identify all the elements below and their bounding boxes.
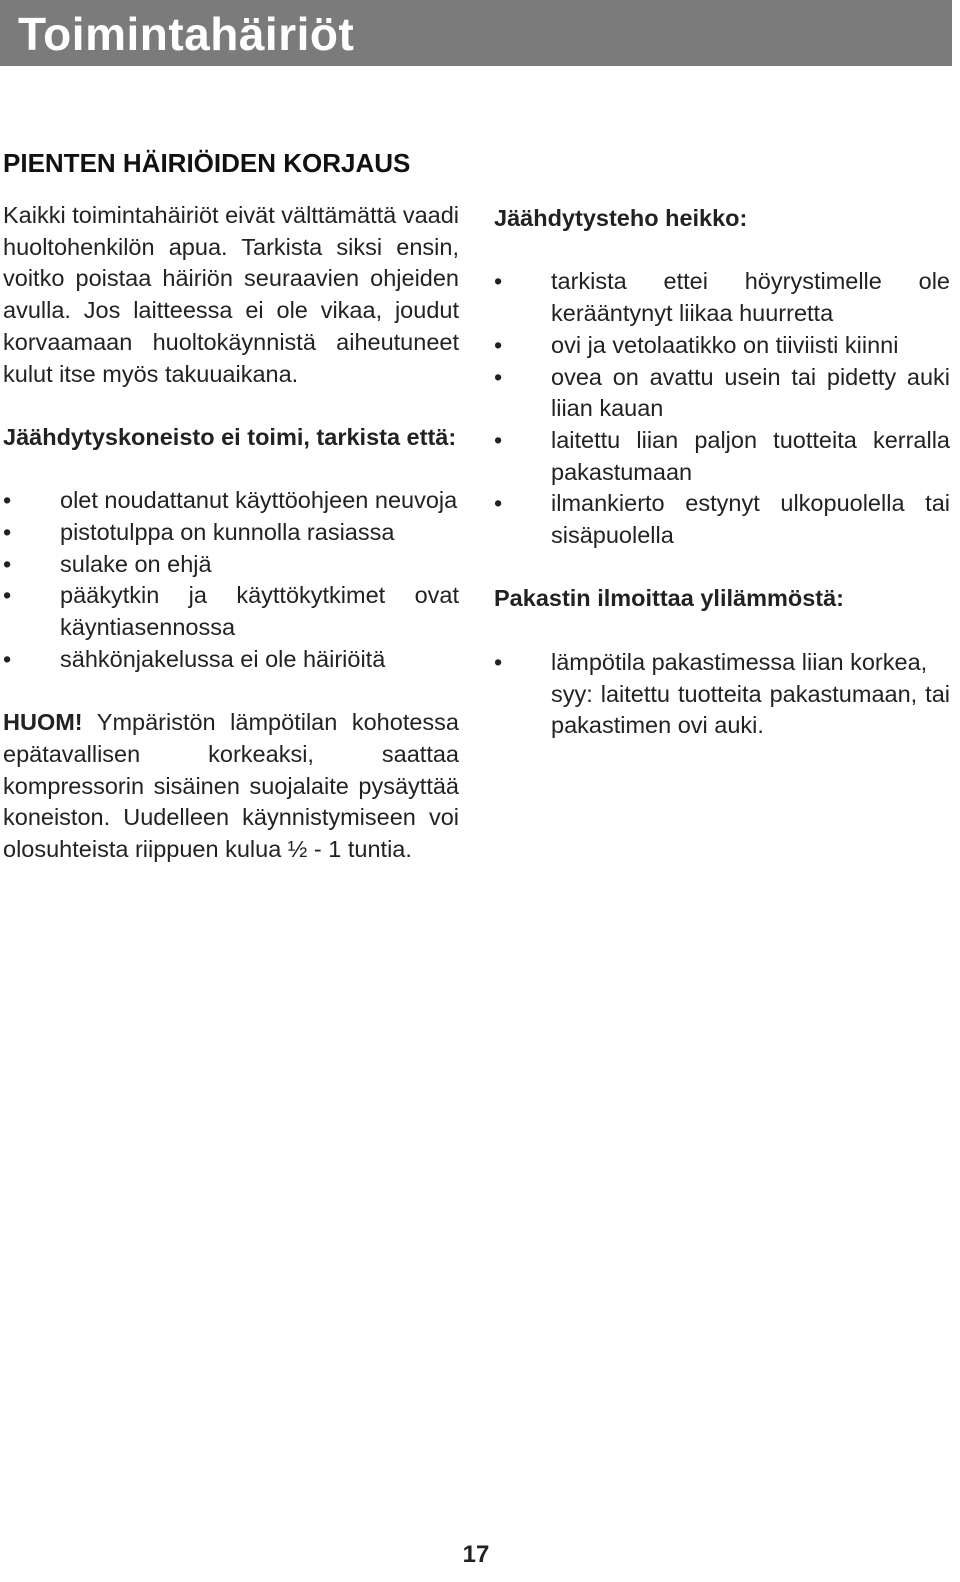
list-item-text: ovea on avattu usein tai pidetty auki liian kauan (551, 363, 950, 422)
page-title: Toimintahäiriöt (18, 8, 355, 60)
bullet-icon: • (494, 490, 503, 517)
bullet-icon: • (494, 648, 503, 675)
list-item-text: tarkista ettei höyrystimelle ole kerääntynyt liikaa huurretta (551, 268, 950, 327)
note-paragraph (3, 707, 459, 866)
cooling-heading: Jäähdytyskoneisto ei toimi, tarkista että: (3, 423, 457, 450)
cooling-checklist (3, 485, 459, 675)
list-item-text: olet noudattanut käyttöohjeen neuvoja (60, 487, 458, 514)
weak-cooling-list (494, 266, 950, 551)
list-item (3, 644, 459, 676)
list-item-cause: syy: laitettu tuotteita pakastumaan, tai pakastimen ovi auki. (551, 680, 950, 739)
list-item (3, 517, 459, 549)
list-item (494, 425, 950, 488)
bullet-icon: • (3, 550, 12, 577)
list-item-text: pistotulppa on kunnolla rasiassa (60, 519, 395, 545)
list-item-text: lämpötila pakastimessa liian korkea, (551, 648, 928, 675)
left-column (3, 200, 459, 866)
page-number: 17 (462, 1541, 490, 1568)
header-bar (0, 0, 952, 66)
list-item (3, 580, 459, 643)
bullet-icon: • (494, 426, 503, 453)
list-item (494, 266, 950, 329)
bullet-icon: • (3, 519, 12, 545)
bullet-icon: • (3, 582, 12, 609)
list-item (3, 549, 459, 581)
list-item-text: pääkytkin ja käyttökytkimet ovat käyntiasennossa (60, 582, 459, 641)
list-item-text: ilmankierto estynyt ulkopuolella tai sisäpuolella (551, 490, 950, 549)
list-item-text: laitettu liian paljon tuotteita kerralla pakastumaan (551, 426, 950, 485)
list-item (3, 485, 459, 517)
right-column (494, 203, 950, 742)
bullet-icon: • (3, 487, 12, 514)
overheat-heading: Pakastin ilmoittaa ylilämmöstä: (494, 585, 845, 612)
bullet-icon: • (3, 645, 12, 672)
section-heading: PIENTEN HÄIRIÖIDEN KORJAUS (3, 148, 411, 178)
bullet-icon: • (494, 268, 503, 295)
note-text: Ympäristön lämpötilan kohotessa epätavallisen korkeaksi, saattaa kompressorin sisäinen suojalaite pysäyttää koneiston. Uudelleen käynnistymiseen voi olosuhteista riippuen kulua ½ - 1 tuntia. (3, 709, 459, 863)
list-item-text: sulake on ehjä (60, 550, 212, 577)
overheat-list (494, 647, 950, 742)
list-item-text: sähkönjakelussa ei ole häiriöitä (60, 645, 386, 672)
weak-cooling-heading: Jäähdytysteho heikko: (494, 205, 748, 231)
list-item (494, 362, 950, 425)
list-item (494, 330, 950, 362)
bullet-icon: • (494, 331, 503, 358)
note-label: HUOM! (3, 709, 83, 736)
list-item (494, 647, 950, 742)
list-item-text: ovi ja vetolaatikko on tiiviisti kiinni (551, 331, 899, 358)
list-item (494, 488, 950, 551)
bullet-icon: • (494, 363, 503, 390)
intro-paragraph: Kaikki toimintahäiriöt eivät välttämättä vaadi huoltohenkilön apua. Tarkista siksi ensin, voitko poistaa häiriön seuraavien ohjeiden avulla. Jos laitteessa ei ole vikaa, joudut korvaamaan huoltokäynnistä aiheutuneet kulut itse myös takuuaikana. (3, 202, 459, 387)
